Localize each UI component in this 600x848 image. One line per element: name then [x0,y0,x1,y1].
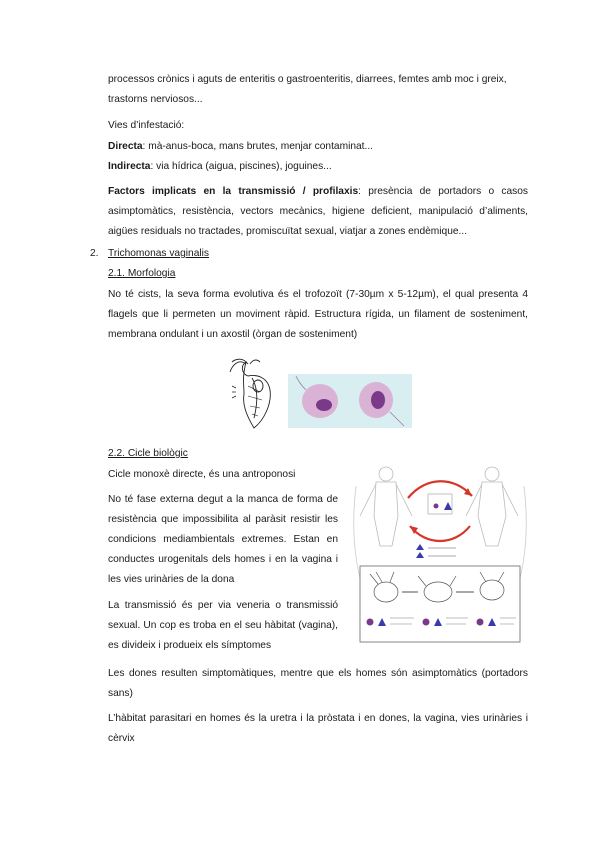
cycle-paragraph-1: No té fase externa degut a la manca de forma de resistència que impossibilita al paràsit resistir les condicions mediambientals extremes. Estan en conductes urogenitals dels homes i en la vagina i les vies urinàries de la dona [108,494,338,585]
infection-indirect [108,157,528,177]
infection-direct [108,137,528,157]
life-cycle-figure [346,466,534,654]
direct-text: : mà-anus-boca, mans brutes, menjar contaminat... [142,141,373,152]
morphology-title: 2.1. Morfologia [108,268,176,279]
intro-line-2: trastorns nerviosos... [108,94,203,105]
factors-text: : presència de portadors o casos asimptomàtics, resistència, vectors mecànics, higiene deficient, manipulació d’aliments, aigües residuals no tractades, promiscuïtat sexual, viatjar a zones endèmique... [108,186,528,237]
intro-line-1: processos crònics i aguts de enteritis o gastroenteritis, diarrees, femtes amb moc i greix, [108,74,507,85]
trichomonas-figure [228,356,414,432]
life-cycle-diagram [346,466,534,654]
section-number: 2. [90,248,99,259]
cycle-intro: Cicle monoxè directe, és una antroponosi [108,469,296,480]
indirect-text: : via hídrica (aigua, piscines), joguines... [150,161,332,172]
cycle-paragraph-2: La transmissió és per via veneria o transmissió sexual. Un cop es troba en el seu hàbitat (vagina), es divideix i produeix els símptomes [108,600,338,651]
direct-label: Directa [108,141,143,152]
section-title: Trichomonas vaginalis [108,248,209,259]
infection-title: Vies d’infestació: [108,120,185,131]
cycle-title: 2.2. Cicle biològic [108,448,188,459]
trichomonas-illustration [228,356,414,432]
factors-label: Factors implicats en la transmissió / profilaxis [108,186,359,197]
cycle-paragraph-4: L’hàbitat parasitari en homes és la uretra i la pròstata i en dones, la vagina, vies urinàries i cèrvix [108,713,528,744]
intro-paragraph [108,70,528,110]
morphology-paragraph: No té cists, la seva forma evolutiva és el trofozoït (7-30µm x 5-12µm), el qual presenta 4 flagels que li permeten un moviment ràpid. Estructura rígida, un filament de sosteniment, membrana ondulant i un axostil (òrgan de sosteniment) [108,289,528,340]
cycle-detail-box [360,566,520,642]
factors-paragraph [108,182,528,242]
transmission-arrow-bottom [410,526,470,541]
cycle-paragraph-3: Les dones resulten simptomàtiques, mentre que els homes són asimptomàtics (portadors sans) [108,668,528,699]
trophozoite-drawing [230,359,270,428]
indirect-label: Indirecta [108,161,151,172]
